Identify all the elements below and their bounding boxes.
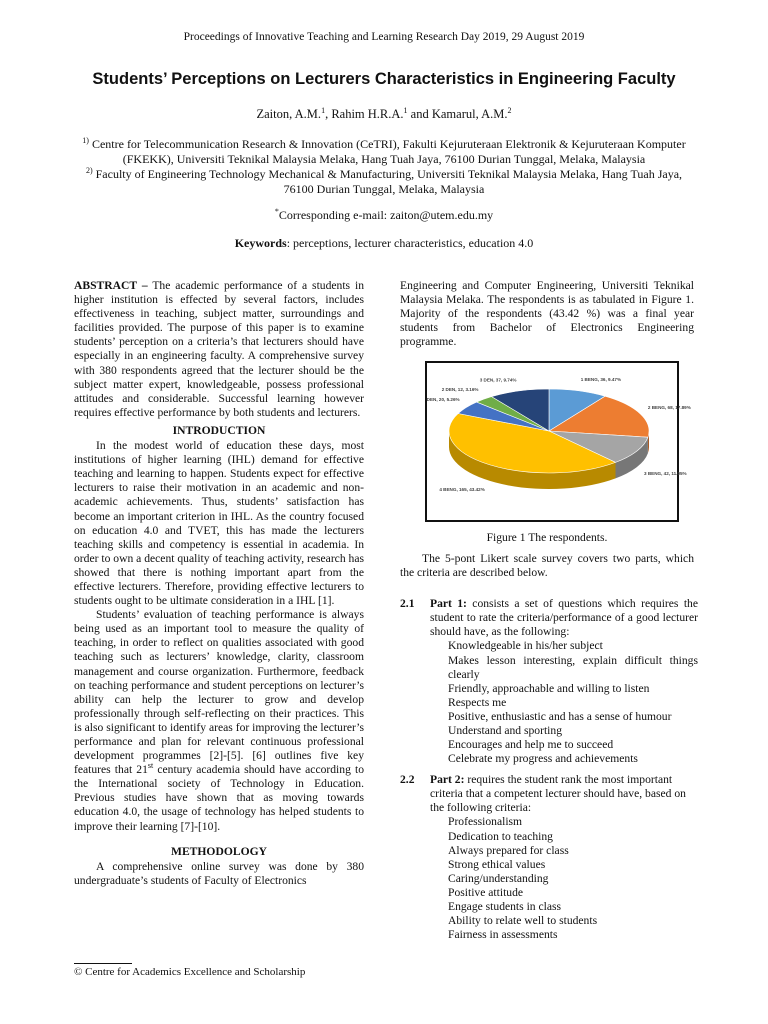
list-item: Dedication to teaching xyxy=(448,829,553,843)
methodology-paragraph-continued: Engineering and Computer Engineering, Universiti Teknikal Malaysia Melaka. The respondents is as tabulated in Figure 1. Majority of the respondents (43.42 %) was a final year students from Bachelor of Electronics Engineering programme. xyxy=(400,279,694,349)
pie-label-1: 2 BENG, 68, 17.89% xyxy=(647,404,691,410)
left-column xyxy=(74,279,364,888)
right-column xyxy=(400,279,694,349)
survey-part-2 xyxy=(400,773,694,953)
affiliation-1-sup: 1) xyxy=(82,136,89,145)
pie-label-5: 2 DEN, 12, 3.16% xyxy=(441,387,479,393)
pie-chart-svg xyxy=(426,363,691,520)
author-1: Zaiton, A.M. xyxy=(256,107,322,121)
list-item: Engage students in class xyxy=(448,900,562,914)
part-1-desc: consists a set of questions which requires the student to rate the criteria/performance of a good lecturer should have, as the following: xyxy=(430,597,698,639)
affiliations xyxy=(70,137,698,197)
author-1-sup: 1 xyxy=(321,105,326,115)
affiliation-2-text: Faculty of Engineering Technology Mechanical & Manufacturing, Universiti Teknikal Malaysia Melaka, Hang Tuah Jaya, 76100 Durian Tunggal, Melaka, Malaysia xyxy=(92,167,683,196)
list-item: Respects me xyxy=(448,695,507,709)
part-2-desc: requires the student rank the most important criteria that a competent lecturer should have, based on the following criteria: xyxy=(430,773,686,815)
list-item: Makes lesson interesting, explain difficult things clearly xyxy=(448,653,698,681)
pie-label-0: 1 BENG, 36, 9.47% xyxy=(580,377,622,383)
part-2-description xyxy=(430,773,698,815)
figure-1-caption: Figure 1 The respondents. xyxy=(486,531,608,544)
pie-label-4: DEN, 20, 5.26% xyxy=(426,397,460,402)
affiliation-1 xyxy=(70,137,698,167)
footnote-divider xyxy=(74,963,132,964)
list-item: Understand and sporting xyxy=(448,724,562,738)
intro-p2-part-b: century academia should have according to the International society of Technology in Education. Previous studies have shown that as moving towards education 4.0, the usage of technology has helped students to improve their learning [7]-[10]. xyxy=(74,763,365,833)
list-item: Knowledgeable in his/her subject xyxy=(448,639,603,653)
part-1-description xyxy=(430,597,698,639)
abstract-label: ABSTRACT – xyxy=(74,279,148,292)
keywords-label: Keywords xyxy=(234,236,287,250)
author-3-sup: 2 xyxy=(507,105,512,115)
affiliation-2 xyxy=(70,167,698,197)
list-item: Friendly, approachable and willing to listen xyxy=(448,681,650,695)
methodology-paragraph-1: A comprehensive online survey was done by 380 undergraduate’s students of Faculty of Electronics xyxy=(74,859,364,887)
list-item: Positive attitude xyxy=(448,885,524,899)
part-1-list xyxy=(430,639,698,766)
part-2-list xyxy=(430,815,698,942)
survey-intro: The 5-pont Likert scale survey covers two parts, which the criteria are described below. xyxy=(400,552,694,580)
list-item: Caring/understanding xyxy=(448,871,549,885)
introduction-heading: INTRODUCTION xyxy=(172,423,266,437)
list-item: Strong ethical values xyxy=(448,857,546,871)
part-2-number: 2.2 xyxy=(400,773,415,787)
part-1-title: Part 1: xyxy=(430,597,467,611)
introduction-paragraph-1: In the modest world of education these days, most institutions of higher learning (IHL) demand for effective teaching and learning to happen. Students expect for effective lecturers to raise their motivation in an academic and non-academic achievements. Thus, students’ satisfaction has become an important criterion in IHL. As the country focused on education 4.0 and TVET, this has made the lecturers teaching skills and competency is essential in academia. In order to own a decent quality of teaching activity, research has showed that there is nothing important apart from the effective lecturers. Therefore, providing effective lecturers to students ought to be ultimate consideration in a IHL [1]. xyxy=(74,439,364,608)
author-2-sup: 1 xyxy=(403,105,408,115)
abstract-text: The academic performance of a students in higher institution is effected by several factors, includes effectiveness in teaching, subject matter, surroundings and facilities provided. The purpose of this paper is to examine students’ perception on a criteria’s that lecturers should have especially in an engineering faculty. A comprehensive survey with 380 respondents agreed that the lecturer should be the subject matter expert, knowledgeable, possess professional attitudes and considerable. Successful learning however requires effective performance by both students and lecturers. xyxy=(74,279,364,419)
part-1-body xyxy=(430,597,698,766)
introduction-paragraph-2 xyxy=(74,608,364,834)
pie-label-6: 3 DEN, 37, 9.74% xyxy=(479,377,517,383)
list-item: Celebrate my progress and achievements xyxy=(448,752,638,766)
corresponding-email xyxy=(0,208,768,223)
list-item: Fairness in assessments xyxy=(448,928,558,942)
author-3: and Kamarul, A.M. xyxy=(407,107,508,121)
part-2-title: Part 2: xyxy=(430,773,465,787)
email-text: Corresponding e-mail: zaiton@utem.edu.my xyxy=(278,208,494,222)
list-item: Always prepared for class xyxy=(448,843,569,857)
list-item: Positive, enthusiastic and has a sense of humour xyxy=(448,709,672,723)
survey-part-1 xyxy=(400,597,698,773)
pie-label-2: 3 BENG, 42, 11.05% xyxy=(644,470,687,476)
paper-title: Students’ Perceptions on Lecturers Characteristics in Engineering Faculty xyxy=(92,70,676,88)
running-head: Proceedings of Innovative Teaching and Learning Research Day 2019, 29 August 2019 xyxy=(183,31,585,43)
methodology-heading: METHODOLOGY xyxy=(171,844,267,858)
author-2: , Rahim H.R.A. xyxy=(325,107,404,121)
abstract xyxy=(74,279,364,420)
affiliation-2-sup: 2) xyxy=(85,166,93,175)
intro-p2-sup: st xyxy=(147,761,154,771)
affiliation-1-text: Centre for Telecommunication Research & Innovation (CeTRI), Fakulti Kejuruteraan Elektronik & Kejuruteraan Komputer (FKEKK), Universiti Teknikal Malaysia Melaka, Hang Tuah Jaya, 76100 Durian Tunggal, Melaka, Malaysia xyxy=(88,137,686,166)
intro-p2-part-a: Students’ evaluation of teaching performance is always being used as an important tool to measure the quality of teaching, in order to reflect on qualities associated with good teaching such as lecturers’ knowledge, clarity, classroom management and course organization. Furthermore, feedback on teaching performance and student perceptions on lecturer’s ability can help the lecturer to grow and develop professionally through self-reflecting on their practices. This is also significant to identify areas for improving the lecturer’s performance and plan for relevant continuous professional development programmes [2]-[5]. [6] outlines five key features that 21 xyxy=(74,608,364,777)
part-2-body xyxy=(430,773,698,942)
figure-1-chart xyxy=(425,361,691,522)
list-item: Ability to relate well to students xyxy=(448,914,598,928)
email-sup: * xyxy=(274,207,279,216)
footnote: © Centre for Academics Excellence and Scholarship xyxy=(74,966,306,978)
list-item: Encourages and help me to succeed xyxy=(448,738,614,752)
part-1-number: 2.1 xyxy=(400,597,415,611)
keywords-text: : perceptions, lecturer characteristics, education 4.0 xyxy=(286,236,534,250)
keywords xyxy=(0,236,768,251)
author-list xyxy=(0,107,768,122)
list-item: Professionalism xyxy=(448,815,523,829)
survey-section xyxy=(400,552,698,953)
pie-label-3: 4 BENG, 165, 43.42% xyxy=(439,487,485,493)
